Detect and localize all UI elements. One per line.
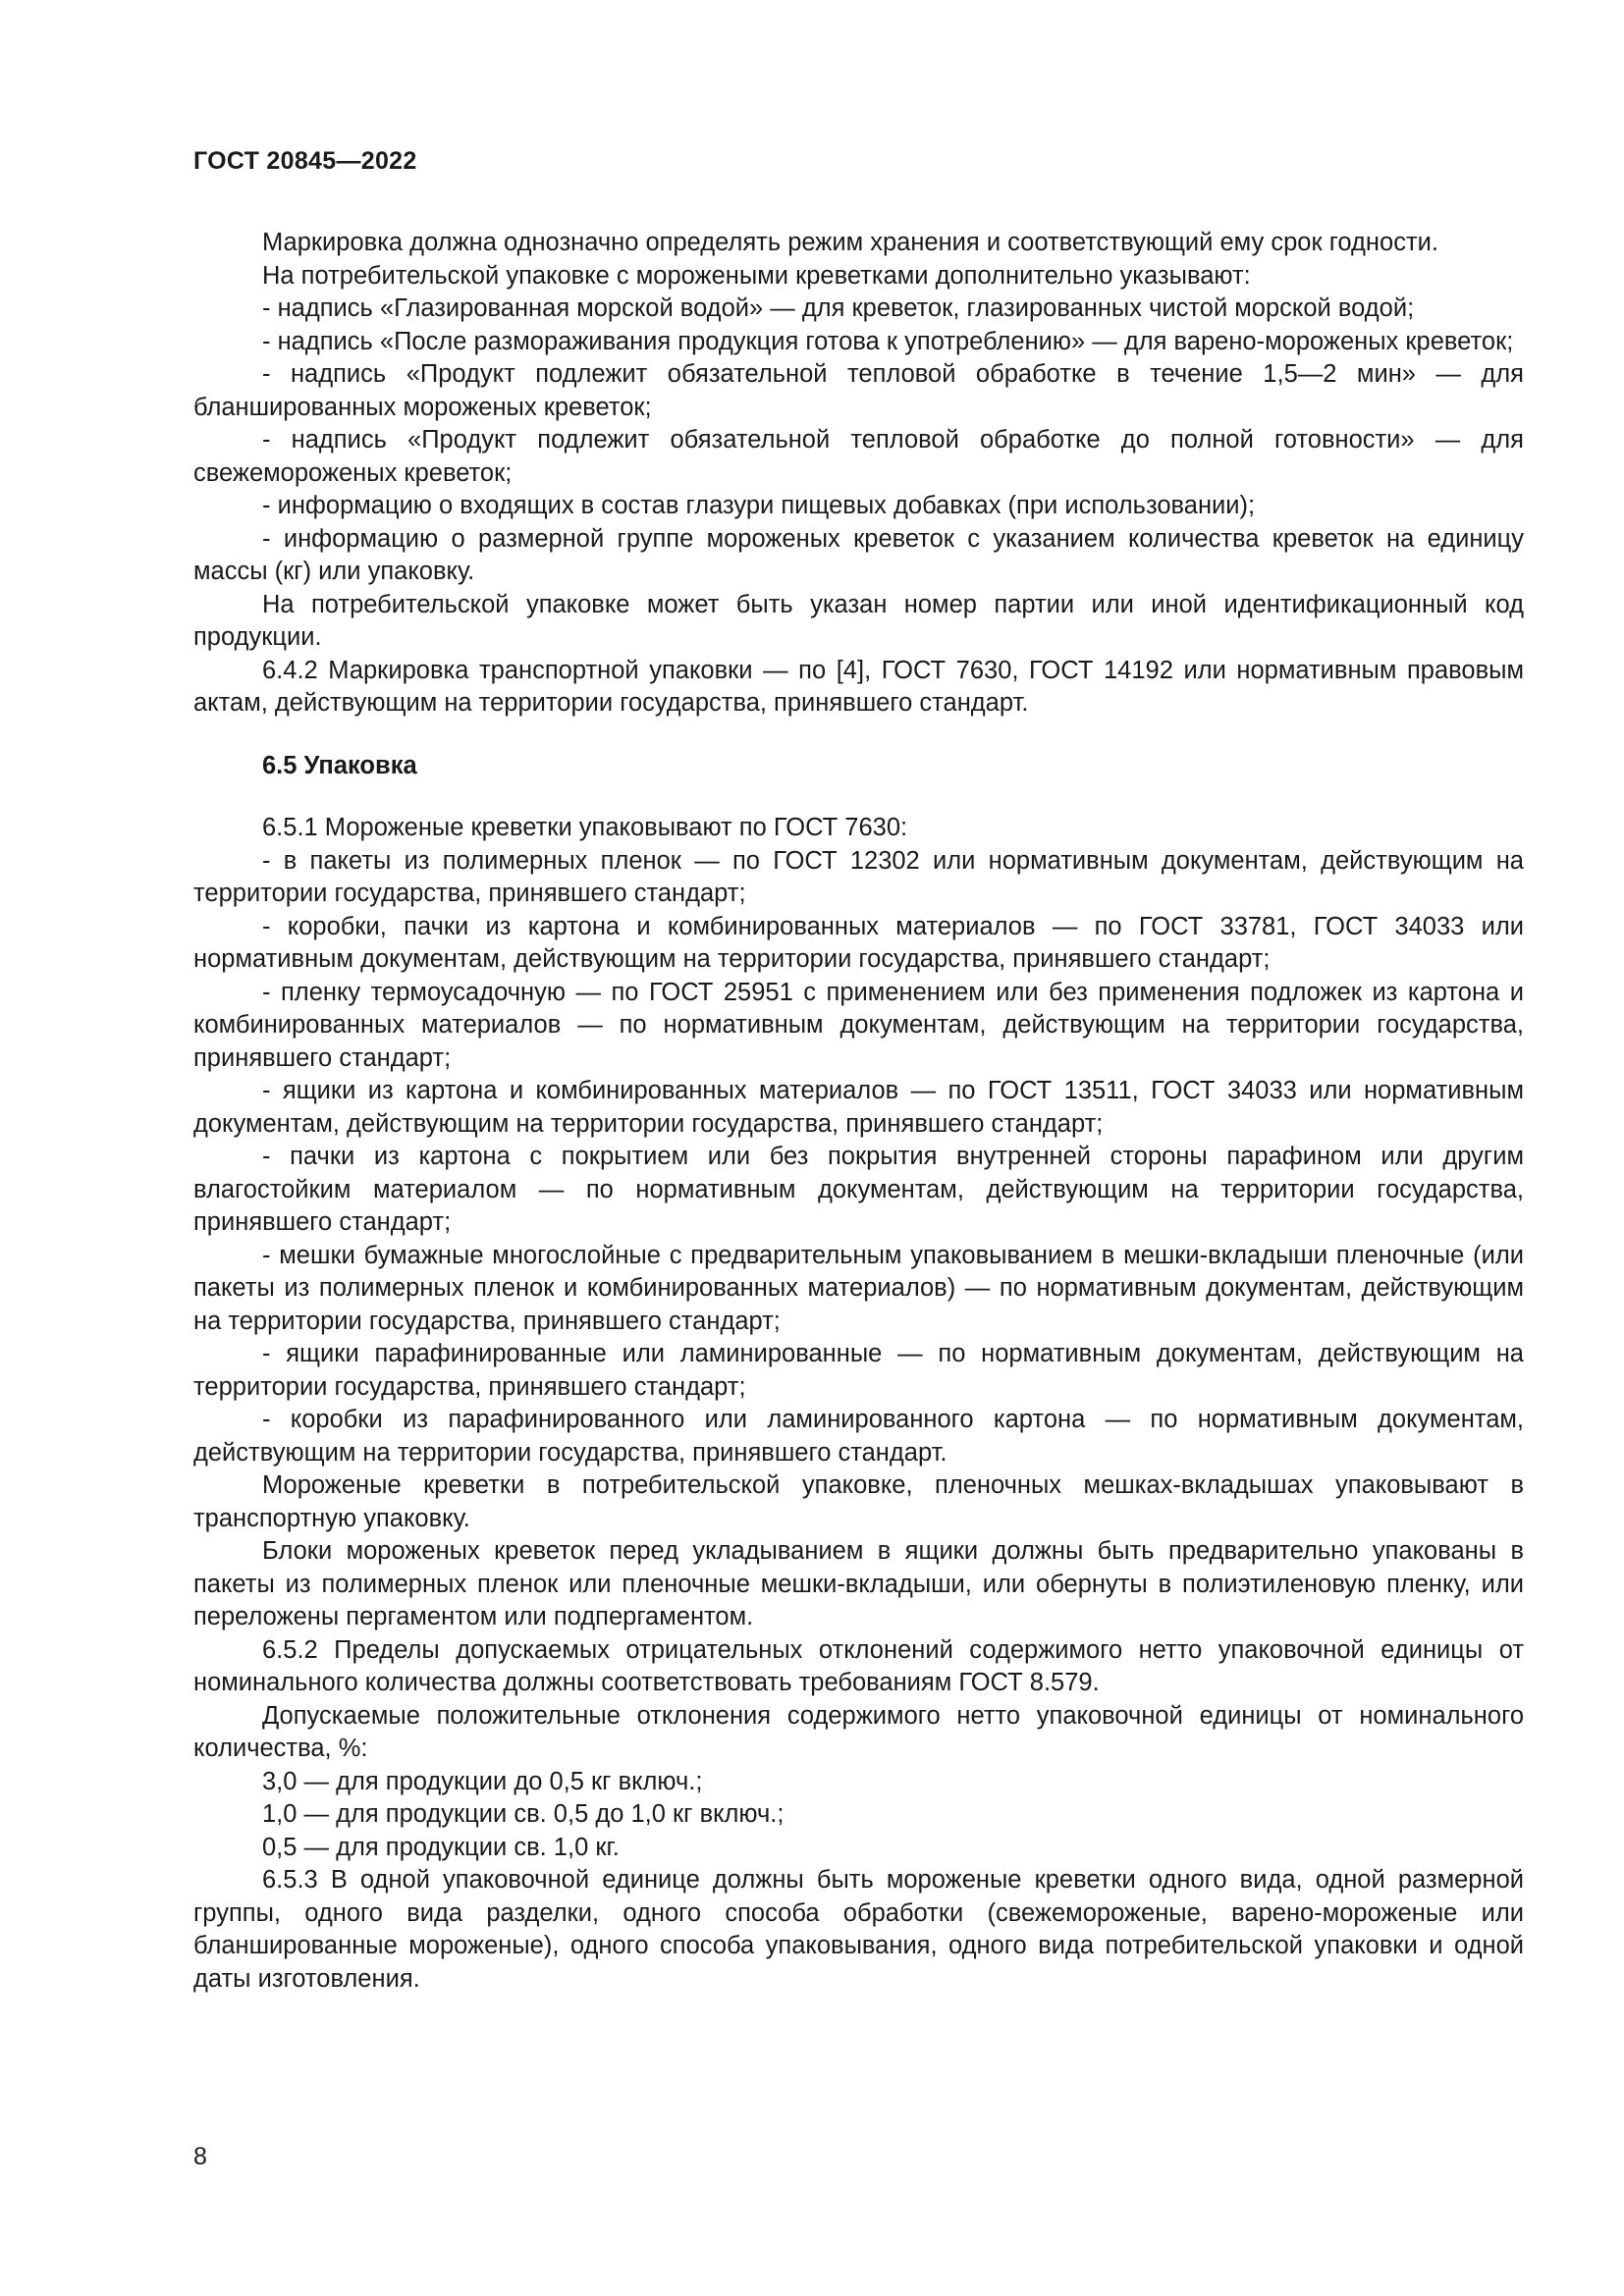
paragraph: 6.4.2 Маркировка транспортной упаковки — по [4], ГОСТ 7630, ГОСТ 14192 или нормативным правовым актам, действующим на территории государства, принявшего стандарт. (193, 656, 1524, 717)
paragraph: - надпись «После размораживания продукция готова к употреблению» — для варено-мороженых креветок; (262, 327, 1514, 355)
marking-section (193, 227, 1524, 721)
paragraph: - в пакеты из полимерных пленок — по ГОСТ 12302 или нормативным документам, действующим на территории государства, принявшего стандарт; (193, 846, 1524, 907)
paragraph: Блоки мороженых креветок перед укладыванием в ящики должны быть предварительно упакованы в пакеты из полимерных пленок или пленочные мешки-вкладыши, или обернуты в полиэтиленовую пленку, или переложены пергаментом или подпергаментом. (193, 1537, 1524, 1630)
paragraph: На потребительской упаковке с морожеными креветками дополнительно указывают: (262, 261, 1251, 290)
paragraph: 0,5 — для продукции св. 1,0 кг. (262, 1833, 620, 1861)
document-header: ГОСТ 20845—2022 (193, 147, 417, 175)
paragraph: - надпись «Продукт подлежит обязательной тепловой обработке до полной готовности» — для свежемороженых креветок; (193, 426, 1524, 487)
paragraph: 6.5.3 В одной упаковочной единице должны быть мороженые креветки одного вида, одной размерной группы, одного вида разделки, одного способа обработки (свежемороженые, варено-мороженые или бланшированные мороженые), одного способа упаковывания, одного вида потребительской упаковки и одной даты изготовления. (193, 1866, 1524, 1993)
paragraph: 1,0 — для продукции св. 0,5 до 1,0 кг включ.; (262, 1800, 785, 1828)
paragraph: - информацию о входящих в состав глазури пищевых добавках (при использовании); (262, 492, 1256, 519)
paragraph: 6.5.1 Мороженые креветки упаковывают по ГОСТ 7630: (262, 814, 908, 841)
document-body (193, 227, 1524, 1996)
paragraph: - пленку термоусадочную — по ГОСТ 25951 с применением или без применения подложек из картона и комбинированных материалов — по нормативным документам, действующим на территории государства, принявшего стандарт; (193, 978, 1524, 1072)
paragraph: - ящики парафинированные или ламинированные — по нормативным документам, действующим на территории государства, принявшего стандарт; (193, 1340, 1524, 1401)
paragraph: - ящики из картона и комбинированных материалов — по ГОСТ 13511, ГОСТ 34033 или нормативным документам, действующим на территории государства, принявшего стандарт; (193, 1077, 1524, 1138)
packaging-section (193, 812, 1524, 1996)
paragraph: - коробки из парафинированного или ламинированного картона — по нормативным документам, действующим на территории государства, принявшего стандарт. (193, 1406, 1524, 1467)
section-heading: 6.5 Упаковка (262, 751, 417, 779)
paragraph: Допускаемые положительные отклонения содержимого нетто упаковочной единицы от номинального количества, %: (193, 1701, 1524, 1762)
paragraph: - надпись «Продукт подлежит обязательной тепловой обработке в течение 1,5—2 мин» — для бланшированных мороженых креветок; (193, 360, 1524, 421)
paragraph: - надпись «Глазированная морской водой» — для креветок, глазированных чистой морской водой; (262, 294, 1415, 322)
paragraph: - информацию о размерной группе мороженых креветок с указанием количества креветок на единицу массы (кг) или упаковку. (193, 524, 1524, 585)
paragraph: 3,0 — для продукции до 0,5 кг включ.; (262, 1767, 703, 1795)
paragraph: - пачки из картона с покрытием или без покрытия внутренней стороны парафином или другим влагостойким материалом — по нормативным документам, действующим на территории государства, принявшего стандарт; (193, 1143, 1524, 1236)
paragraph: - мешки бумажные многослойные с предварительным упаковыванием в мешки-вкладыши пленочные (или пакеты из полимерных пленок и комбинированных материалов) — по нормативным документам, действующим на территории государства, принявшего стандарт; (193, 1241, 1524, 1335)
paragraph: Мороженые креветки в потребительской упаковке, пленочных мешках-вкладышах упаковывают в транспортную упаковку. (193, 1471, 1524, 1532)
paragraph: - коробки, пачки из картона и комбинированных материалов — по ГОСТ 33781, ГОСТ 34033 или нормативным документам, действующим на территории государства, принявшего стандарт; (193, 912, 1524, 973)
paragraph: Маркировка должна однозначно определять режим хранения и соответствующий ему срок годности. (262, 229, 1438, 256)
page-number: 8 (193, 2143, 207, 2170)
paragraph: 6.5.2 Пределы допускаемых отрицательных отклонений содержимого нетто упаковочной единицы от номинального количества должны соответствовать требованиям ГОСТ 8.579. (193, 1635, 1524, 1696)
paragraph: На потребительской упаковке может быть указан номер партии или иной идентификационный код продукции. (193, 590, 1524, 651)
